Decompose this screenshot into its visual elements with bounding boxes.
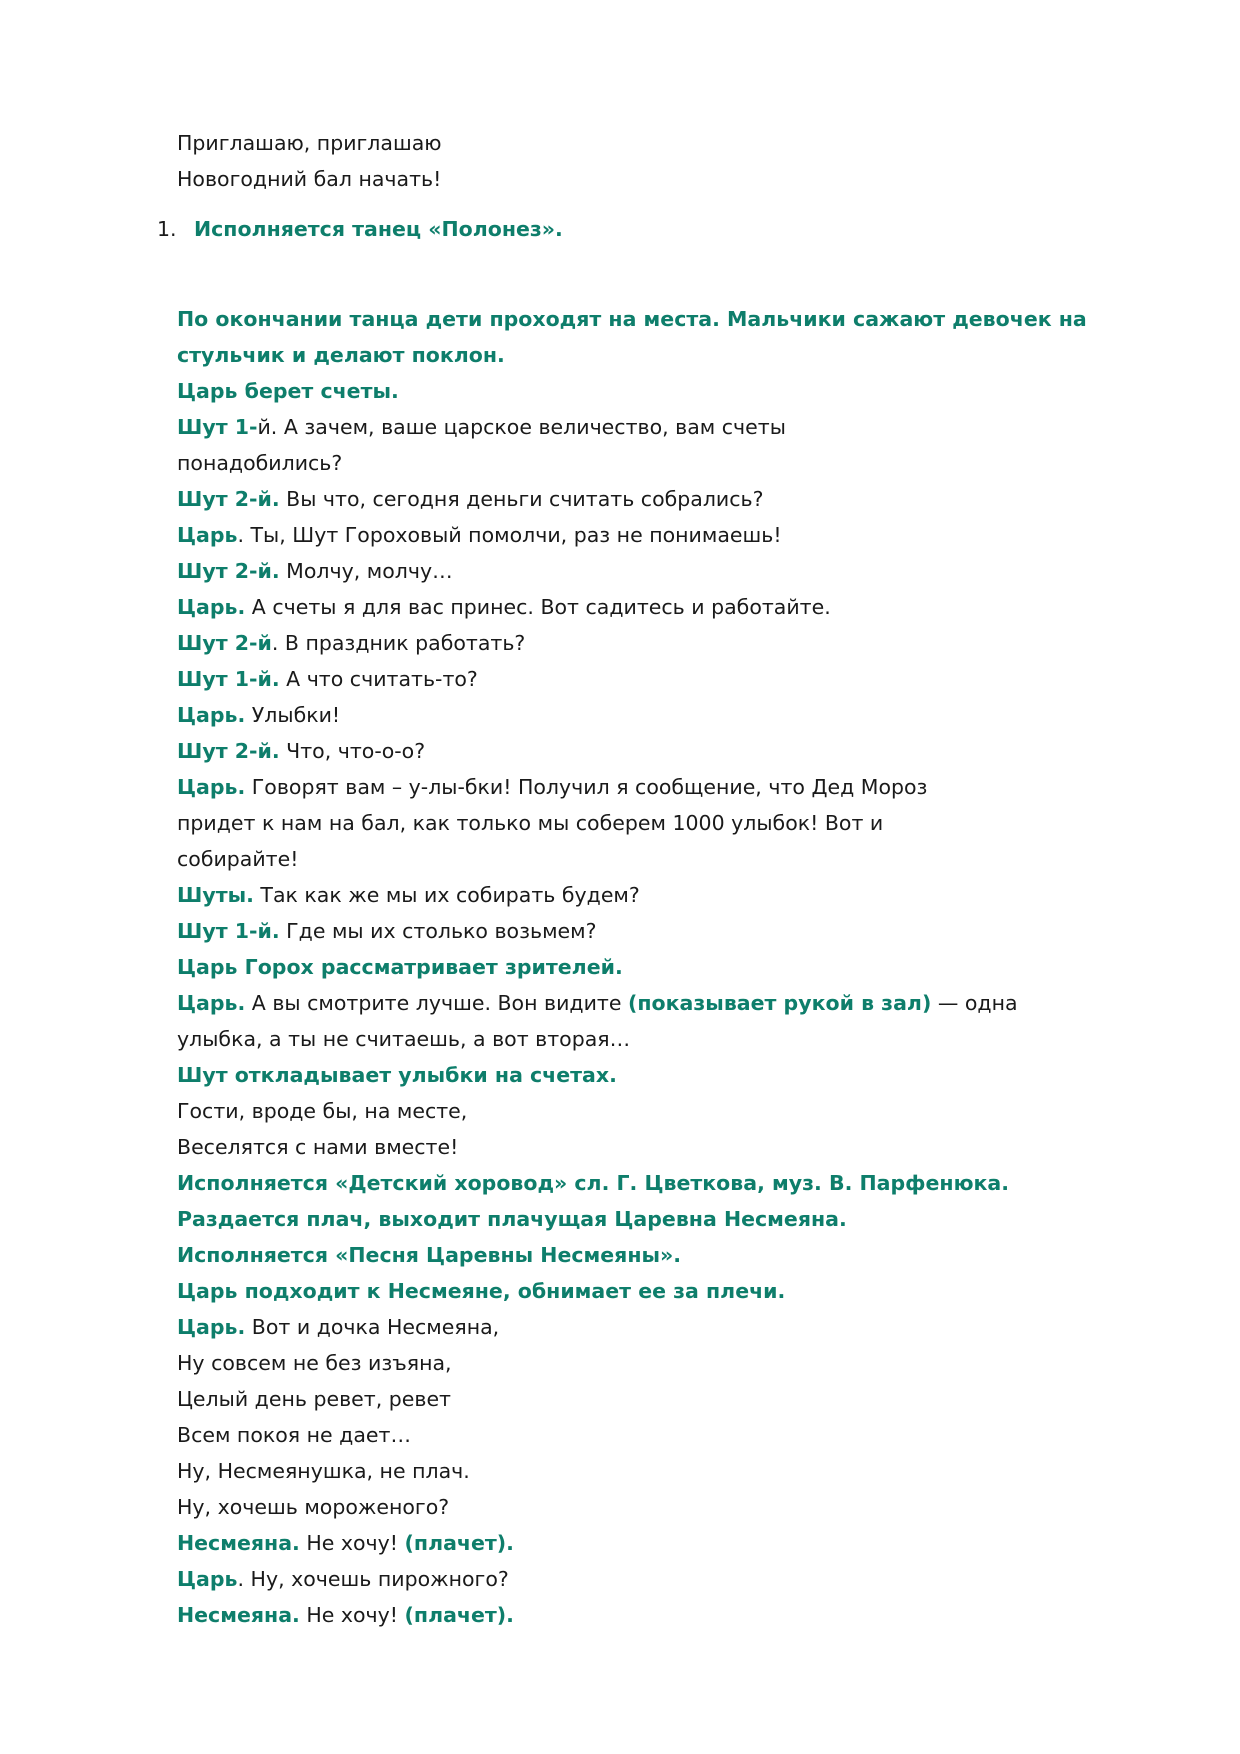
stage-direction-text: Шут 1-й.: [177, 667, 280, 691]
stage-direction-text: Исполняется «Детский хоровод» сл. Г. Цветкова, муз. В. Парфенюка.: [177, 1171, 1010, 1195]
dialogue-text: Не хочу!: [299, 1531, 405, 1555]
script-line: [177, 337, 1180, 373]
stage-direction-text: Шут 2-й.: [177, 559, 280, 583]
script-line: [177, 1129, 1180, 1165]
intro-verse: [177, 125, 1180, 197]
script-line: [177, 661, 1180, 697]
stage-direction-text: (плачет).: [404, 1603, 514, 1627]
script-line: [177, 1237, 1180, 1273]
stage-direction-text: Царь: [177, 523, 238, 547]
stage-direction-text: Несмеяна.: [177, 1531, 300, 1555]
dialogue-text: . Ты, Шут Гороховый помолчи, раз не понимаешь!: [237, 523, 782, 547]
stage-direction-text: стульчик и делают поклон.: [177, 343, 505, 367]
dialogue-text: Ну совсем не без изъяна,: [177, 1351, 452, 1375]
script-line: [177, 733, 1180, 769]
script-line: [177, 1057, 1180, 1093]
dialogue-text: А что считать-то?: [279, 667, 478, 691]
dialogue-text: Всем покоя не дает…: [177, 1423, 411, 1447]
script-line: [177, 769, 1180, 805]
stage-direction-text: Царь.: [177, 595, 246, 619]
dialogue-text: Улыбки!: [245, 703, 341, 727]
stage-direction-text: Царь Горох рассматривает зрителей.: [177, 955, 623, 979]
script-line: [177, 1597, 1180, 1633]
intro-line-2: Новогодний бал начать!: [177, 167, 442, 191]
dialogue-text: Ну, хочешь мороженого?: [177, 1495, 450, 1519]
script-line: [177, 1489, 1180, 1525]
dialogue-text: А счеты я для вас принес. Вот садитесь и работайте.: [245, 595, 831, 619]
dialogue-text: . Ну, хочешь пирожного?: [237, 1567, 509, 1591]
stage-direction-text: Раздается плач, выходит плачущая Царевна Несмеяна.: [177, 1207, 847, 1231]
script-line: [177, 445, 1180, 481]
script-line: [177, 1273, 1180, 1309]
stage-direction-text: Шуты.: [177, 883, 254, 907]
script-line: [177, 697, 1180, 733]
stage-direction-text: Шут откладывает улыбки на счетах.: [177, 1063, 617, 1087]
script-line: [177, 949, 1180, 985]
stage-direction-text: Царь: [177, 1567, 238, 1591]
stage-direction-text: Царь берет счеты.: [177, 379, 399, 403]
script-line: [177, 913, 1180, 949]
script-line: [177, 1165, 1180, 1201]
script-line: [177, 1201, 1180, 1237]
list-item-text: Исполняется танец «Полонез».: [194, 217, 563, 241]
script-line: [177, 1309, 1180, 1345]
script-line: [177, 1345, 1180, 1381]
stage-direction-text: По окончании танца дети проходят на места. Мальчики сажают девочек на: [177, 307, 1087, 331]
dialogue-text: Что, что-о-о?: [279, 739, 426, 763]
stage-direction-text: Шут 1-й.: [177, 919, 280, 943]
script-body: [177, 301, 1180, 1633]
dialogue-text: собирайте!: [177, 847, 299, 871]
intro-line-1: Приглашаю, приглашаю: [177, 131, 442, 155]
script-line: [177, 373, 1180, 409]
dialogue-text: Целый день ревет, ревет: [177, 1387, 451, 1411]
script-line: [177, 877, 1180, 913]
script-line: [177, 481, 1180, 517]
stage-direction-text: Шут 2-й.: [177, 739, 280, 763]
stage-direction-text: Царь подходит к Несмеяне, обнимает ее за плечи.: [177, 1279, 786, 1303]
dialogue-text: . В праздник работать?: [271, 631, 526, 655]
list-number: 1.: [157, 217, 177, 241]
script-line: [177, 517, 1180, 553]
script-line: [177, 553, 1180, 589]
script-line: [177, 1021, 1180, 1057]
script-line: [177, 1561, 1180, 1597]
dialogue-text: придет к нам на бал, как только мы соберем 1000 улыбок! Вот и: [177, 811, 884, 835]
script-line: [177, 1453, 1180, 1489]
script-line: [177, 805, 1180, 841]
stage-direction-text: Царь.: [177, 703, 246, 727]
dialogue-text: А вы смотрите лучше. Вон видите: [245, 991, 628, 1015]
dialogue-text: й. А зачем, ваше царское величество, вам счеты: [257, 415, 786, 439]
dialogue-text: улыбка, а ты не считаешь, а вот вторая…: [177, 1027, 631, 1051]
script-line: [177, 589, 1180, 625]
dialogue-text: Молчу, молчу…: [279, 559, 453, 583]
stage-direction-text: (плачет).: [404, 1531, 514, 1555]
script-line: [177, 1381, 1180, 1417]
script-line: [177, 301, 1180, 337]
dialogue-text: понадобились?: [177, 451, 343, 475]
dialogue-text: — одна: [931, 991, 1018, 1015]
dialogue-text: Так как же мы их собирать будем?: [253, 883, 640, 907]
stage-direction-text: Несмеяна.: [177, 1603, 300, 1627]
dialogue-text: Вот и дочка Несмеяна,: [245, 1315, 500, 1339]
script-line: [177, 1093, 1180, 1129]
dialogue-text: Веселятся с нами вместе!: [177, 1135, 459, 1159]
stage-direction-text: Царь.: [177, 775, 246, 799]
dialogue-text: Говорят вам – у-лы-бки! Получил я сообщение, что Дед Мороз: [245, 775, 928, 799]
stage-direction-text: Исполняется «Песня Царевны Несмеяны».: [177, 1243, 682, 1267]
stage-direction-text: Шут 1-: [177, 415, 258, 439]
dialogue-text: Вы что, сегодня деньги считать собрались?: [279, 487, 764, 511]
stage-direction-text: (показывает рукой в зал): [628, 991, 932, 1015]
stage-direction-text: Царь.: [177, 1315, 246, 1339]
script-line: [177, 841, 1180, 877]
script-line: [177, 625, 1180, 661]
numbered-list-item: [157, 211, 1180, 247]
dialogue-text: Не хочу!: [299, 1603, 405, 1627]
dialogue-text: Гости, вроде бы, на месте,: [177, 1099, 468, 1123]
script-line: [177, 1417, 1180, 1453]
stage-direction-text: Шут 2-й.: [177, 487, 280, 511]
script-line: [177, 985, 1180, 1021]
script-line: [177, 409, 1180, 445]
dialogue-text: Где мы их столько возьмем?: [279, 919, 597, 943]
dialogue-text: Ну, Несмеянушка, не плач.: [177, 1459, 470, 1483]
stage-direction-text: Шут 2-й: [177, 631, 272, 655]
stage-direction-text: Царь.: [177, 991, 246, 1015]
script-line: [177, 1525, 1180, 1561]
